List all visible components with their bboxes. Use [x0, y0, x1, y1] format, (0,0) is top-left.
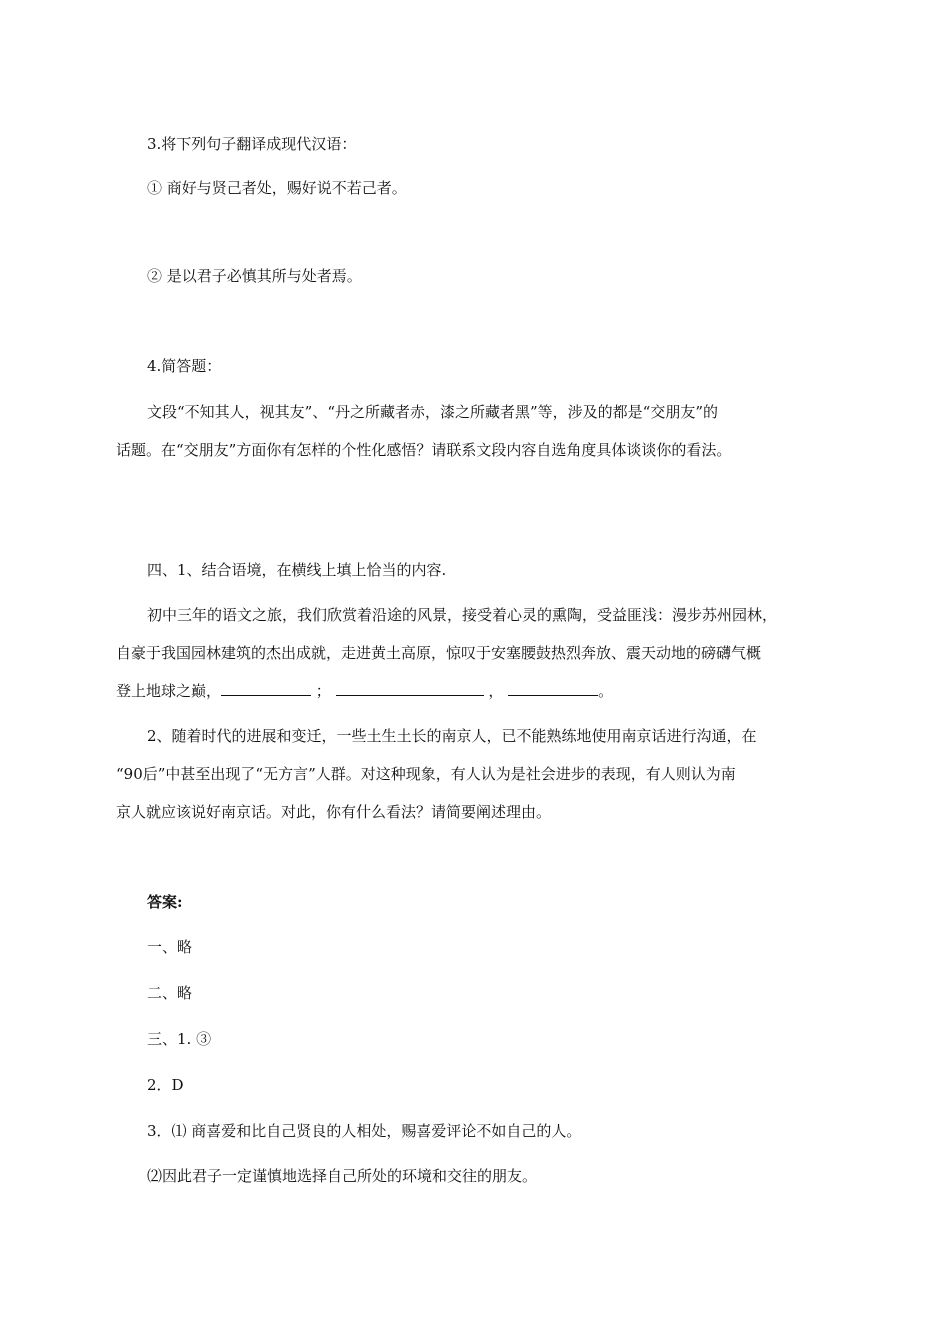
- answer-3-3: 3．⑴ 商喜爱和比自己贤良的人相处，赐喜爱评论不如自己的人。: [147, 1122, 582, 1140]
- answer-3-1: 三、1. ③: [147, 1030, 212, 1048]
- question-3-item-1: ① 商好与贤己者处，赐好说不若己者。: [147, 179, 407, 197]
- answer-2: 二、略: [147, 984, 193, 1002]
- section-4-paragraph-1-line-1: 初中三年的语文之旅，我们欣赏着沿途的风景，接受着心灵的熏陶，受益匪浅：漫步苏州园林，: [147, 606, 778, 624]
- question-4-line-2: 话题。在“交朋友”方面你有怎样的个性化感悟？请联系文段内容自选角度具体谈谈你的看法。: [116, 441, 732, 459]
- question-4-title: 4.简答题：: [147, 357, 222, 375]
- question-3-title: 3.将下列句子翻译成现代汉语：: [147, 135, 357, 153]
- section-4-paragraph-1-line-3: [116, 681, 613, 701]
- fill-blank-2[interactable]: [336, 681, 484, 696]
- section-4-title: 四、1、结合语境，在横线上填上恰当的内容.: [147, 561, 447, 579]
- fill-separator-2: ，: [488, 682, 504, 700]
- answer-1: 一、略: [147, 938, 193, 956]
- question-3-item-2: ② 是以君子必慎其所与处者焉。: [147, 267, 362, 285]
- section-4-paragraph-2-line-3: 京人就应该说好南京话。对此，你有什么看法？请简要阐述理由。: [116, 803, 552, 821]
- answers-heading: 答案:: [147, 893, 183, 911]
- fill-separator-1: ；: [315, 682, 331, 700]
- fill-blank-3[interactable]: [508, 681, 598, 696]
- answer-3-4: ⑵因此君子一定谨慎地选择自己所处的环境和交往的朋友。: [147, 1167, 538, 1185]
- fill-end-mark: 。: [598, 682, 614, 700]
- fill-blank-1[interactable]: [221, 681, 311, 696]
- section-4-paragraph-2-line-1: 2、随着时代的进展和变迁，一些土生土长的南京人，已不能熟练地使用南京话进行沟通，在: [147, 727, 757, 745]
- fill-intro-text: 登上地球之巅，: [116, 682, 222, 700]
- section-4-paragraph-1-line-2: 自豪于我国园林建筑的杰出成就，走进黄土高原，惊叹于安塞腰鼓热烈奔放、震天动地的磅礴气概: [116, 644, 762, 662]
- question-4-line-1: 文段“不知其人，视其友”、“丹之所藏者赤，漆之所藏者黑”等，涉及的都是“交朋友”的: [147, 403, 719, 421]
- answer-3-2: 2．D: [147, 1076, 184, 1094]
- section-4-paragraph-2-line-2: “90后”中甚至出现了“无方言”人群。对这种现象，有人认为是社会进步的表现，有人则认为南: [116, 765, 736, 783]
